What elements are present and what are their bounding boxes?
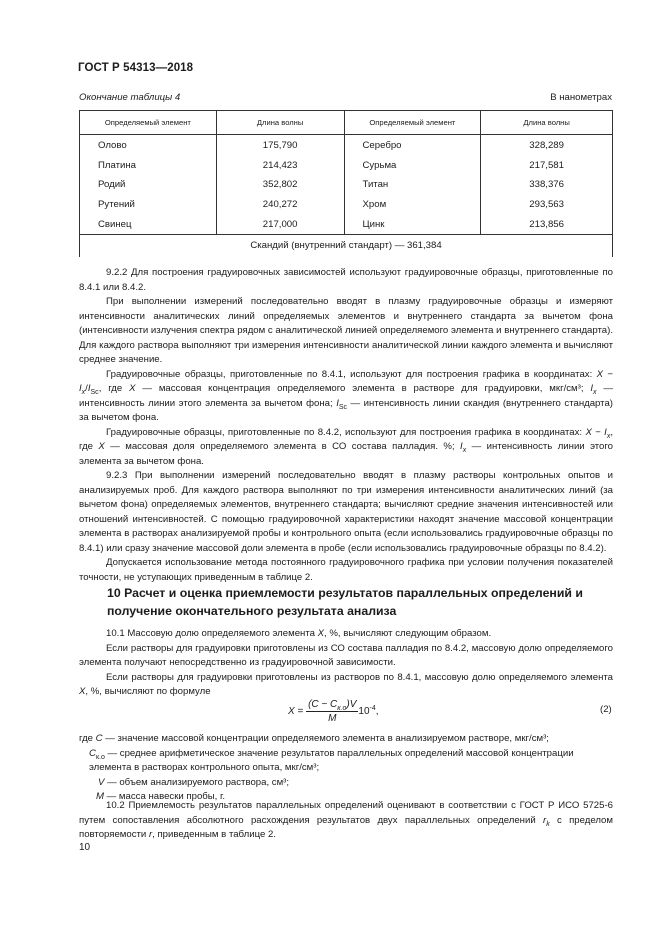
paragraph: 10.2 Приемлемость результатов параллельных определений оценивают в соответствии с ГОСТ Р ИСО 5725-6 путем сопоставления абсолютного расхождения результатов двух параллельных определений $r_k$ с пределом повторяемости r, приведенным в таблице 2. (79, 800, 613, 840)
cell-wavelength: 214,423 (216, 156, 344, 176)
table-footer-row (80, 234, 613, 257)
section-10-text (79, 627, 613, 700)
cell-wavelength: 217,000 (216, 214, 344, 234)
wavelength-table (79, 110, 613, 257)
paragraph: 9.2.3 При выполнении измерений последовательно вводят в плазму растворы контрольных опытов и анализируемых проб. Для каждого раствора выполняют по три измерения интенсивности аналитических линий (за вычетом фона) определяемых элементов, внутреннего стандарта; вычисляют средние значения интенсивностей или отношений интенсивностей. С помощью градуировочной характеристики находят значение массовой концентрации элемента в растворах анализируемой пробы и контрольного опыта (если использовались градуировочные образцы по 8.4.1) или сразу значение массовой доли элемента в пробе (если использовались градуировочные образцы по 8.4.2). (79, 470, 613, 554)
document-header: ГОСТ Р 54313—2018 (78, 62, 194, 74)
cell-wavelength: 338,376 (481, 175, 613, 195)
cell-element: Серебро (344, 135, 481, 156)
cell-element: Свинец (80, 214, 217, 234)
table-units: В нанометрах (550, 92, 612, 103)
paragraph: Если растворы для градуировки приготовлены из растворов по 8.4.1, массовую долю определяемого элемента X, %, вычисляют по формуле (79, 671, 613, 697)
table-row (80, 195, 613, 215)
paragraph: 9.2.2 Для построения градуировочных зависимостей используют градуировочные образцы, приготовленные по 8.4.1 или 8.4.2. (79, 267, 613, 293)
col-header: Определяемый элемент (80, 111, 217, 135)
table-row (80, 214, 613, 234)
table-header-row (80, 111, 613, 135)
table-row (80, 135, 613, 156)
table-caption: Окончание таблицы 4 (79, 92, 181, 103)
paragraph: Если растворы для градуировки приготовлены из СО состава палладия по 8.4.2, массовую долю определяемого элемента получают непосредственно из градуировочной зависимости. (79, 642, 613, 668)
cell-wavelength: 293,563 (481, 195, 613, 215)
paragraph: Градуировочные образцы, приготовленные по 8.4.2, используют для построения графика в координатах: $X - I_x$, где X — массовая доля определяемого элемента в СО состава палладия. %; $I_x$ — интенсивность линии этого элемента за вычетом фона. (79, 426, 614, 467)
paragraph: Градуировочные образцы, приготовленные по 8.4.1, используют для построения графика в координатах: $X - I_x/I_{Sc}$, где X — массовая концентрация определяемого элемента в растворе для градуировки, мкг/см³; $I_x$ — интенсивность линии этого элемента за вычетом фона; $I_{Sc}$ — интенсивность линии скандия (внутреннего стандарта) за вычетом фона. (79, 368, 614, 423)
legend-c: где C — значение массовой концентрации определяемого элемента в анализируемом растворе, мкг/см³; (79, 733, 549, 744)
cell-element: Платина (80, 156, 217, 176)
table-row (80, 156, 613, 176)
col-header: Длина волны (216, 111, 344, 135)
cell-element: Титан (344, 175, 481, 195)
cell-wavelength: 175,790 (216, 135, 344, 156)
section-10-2 (79, 799, 613, 843)
legend-cko: $C_{к.о}$ — среднее арифметическое значение результатов параллельных определений массовой концентрации элемента в растворах контрольного опыта, мкг/см³; (89, 747, 574, 773)
table-row (80, 175, 613, 195)
cell-element: Родий (80, 175, 217, 195)
cell-wavelength: 213,856 (481, 214, 613, 234)
cell-element: Цинк (344, 214, 481, 234)
cell-wavelength: 240,272 (216, 195, 344, 215)
legend-m: M — масса навески пробы, г. (96, 791, 226, 802)
legend-v: V — объем анализируемого раствора, см³; (98, 776, 290, 788)
col-header: Длина волны (481, 111, 613, 135)
internal-standard-cell: Скандий (внутренний стандарт) — 361,384 (80, 234, 613, 257)
equation-number: (2) (600, 704, 612, 715)
section-10-title: 10 Расчет и оценка приемлемости результатов параллельных определений и получение окончательного результата анализа (107, 586, 583, 618)
formula-legend (79, 732, 613, 805)
paragraph: 10.1 Массовую долю определяемого элемента X, %, вычисляют следующим образом. (106, 628, 492, 639)
cell-element: Сурьма (344, 156, 481, 176)
section-9-text (79, 266, 613, 585)
formula-2: X = $\frac{(C - C_{к.о})V}{M}$ $10^{-4}$, (288, 699, 379, 724)
paragraph: Допускается использование метода постоянного градуировочного графика при условии получения показателей точности, не уступающих приведенным в таблице 2. (79, 557, 613, 583)
cell-element: Рутений (80, 195, 217, 215)
cell-wavelength: 217,581 (481, 156, 613, 176)
cell-wavelength: 328,289 (481, 135, 613, 156)
cell-element: Олово (80, 135, 217, 156)
cell-wavelength: 352,802 (216, 175, 344, 195)
paragraph: При выполнении измерений последовательно вводят в плазму градуировочные образцы и измеряют интенсивности аналитических линий определяемых элементов и внутреннего стандарта за вычетом фона (интенсивности излучения спектра рядом с аналитической линией определяемого элемента и внутреннего стандарта). Для каждого раствора выполняют три измерения интенсивности аналитической линии каждого элемента и вычисляют среднее значение. (79, 296, 613, 365)
page-number: 10 (79, 842, 91, 853)
formula-fraction: $\frac{(C - C_{к.о})V}{M}$ (308, 699, 357, 724)
cell-element: Хром (344, 195, 481, 215)
col-header: Определяемый элемент (344, 111, 481, 135)
